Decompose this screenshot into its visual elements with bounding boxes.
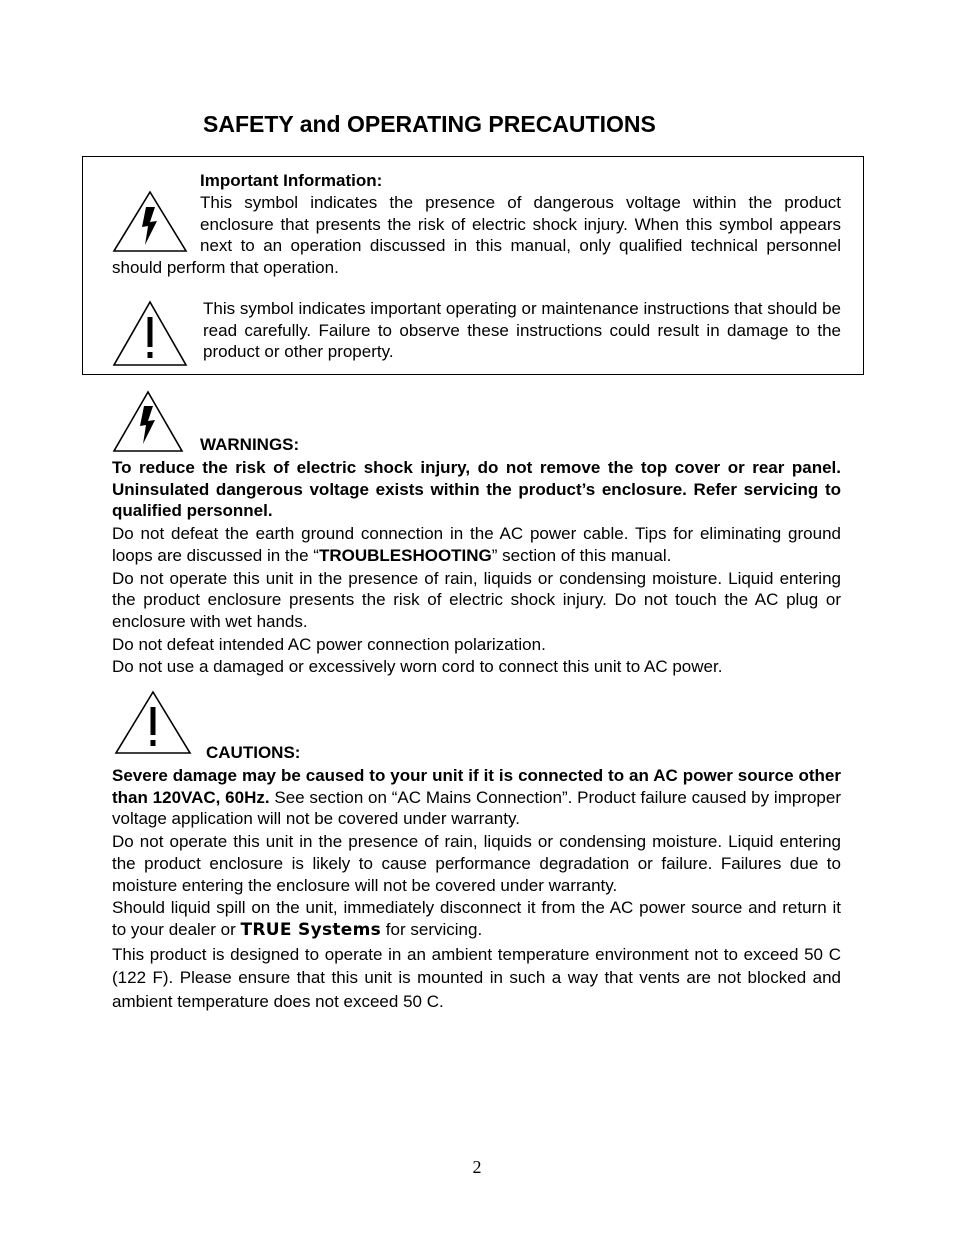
caution-exclamation-icon bbox=[112, 300, 188, 368]
cautions-spill-text-end: for servicing. bbox=[381, 919, 483, 939]
warnings-cord-paragraph: Do not use a damaged or excessively worn cord to connect this unit to AC power. bbox=[112, 657, 723, 677]
warnings-polarization-paragraph: Do not defeat intended AC power connection polarization. bbox=[112, 634, 546, 654]
cautions-moisture-paragraph: Do not operate this unit in the presence of rain, liquids or condensing moisture. Liquid entering the product enclosure is likely to cause performance degradation or failure. Failures due to moisture entering the enclosure will not be covered under warranty. bbox=[112, 832, 841, 895]
warnings-shock-icon bbox=[112, 390, 184, 454]
cautions-exclamation-icon bbox=[114, 690, 192, 756]
troubleshooting-reference: TROUBLESHOOTING bbox=[318, 545, 492, 565]
info-shock-text-block bbox=[200, 170, 841, 192]
page-title: SAFETY and OPERATING PRECAUTIONS bbox=[203, 111, 656, 137]
page-number: 2 bbox=[472, 1157, 482, 1177]
warnings-bold-paragraph: To reduce the risk of electric shock injury, do not remove the top cover or rear panel. Uninsulated dangerous voltage exists within the product’s enclosure. Refer servicing to qualified personnel. bbox=[112, 458, 841, 521]
warnings-ground-paragraph bbox=[112, 523, 841, 566]
warnings-ground-text-end: ” section of this manual. bbox=[491, 545, 672, 565]
warnings-ground-text: Do not defeat the earth ground connection in the AC power cable. Tips for eliminating ground loops are discussed in the “ bbox=[112, 524, 841, 565]
cautions-voltage-text: See section on “AC Mains Connection”. Product failure caused by improper voltage application will not be covered under warranty. bbox=[112, 787, 841, 829]
info-caution-paragraph: This symbol indicates important operating or maintenance instructions that should be read carefully. Failure to observe these instructions could result in damage to the product or other property. bbox=[203, 299, 841, 362]
warnings-moisture-paragraph: Do not operate this unit in the presence of rain, liquids or condensing moisture. Liquid entering the product enclosure presents the risk of electric shock injury. Do not touch the AC plug or enclosure with wet hands. bbox=[112, 568, 841, 631]
cautions-section bbox=[112, 765, 841, 1013]
cautions-voltage-paragraph bbox=[112, 765, 841, 830]
info-caution-block bbox=[203, 298, 841, 363]
important-information-heading: Important Information: bbox=[200, 171, 383, 190]
cautions-heading: CAUTIONS: bbox=[206, 743, 301, 762]
warnings-section bbox=[112, 457, 841, 678]
cautions-spill-text: Should liquid spill on the unit, immediately disconnect it from the AC power source and return it to your dealer or bbox=[112, 898, 841, 939]
info-shock-paragraph: This symbol indicates the presence of dangerous voltage within the product enclosure that presents the risk of electric shock injury. When this symbol appears next to an operation discussed in this manual, only qualified technical personnel should perform that operation. bbox=[112, 193, 841, 278]
cautions-spill-paragraph bbox=[112, 897, 841, 941]
cautions-voltage-bold: Severe damage may be caused to your unit if it is connected to an AC power source other than 120VAC, 60Hz. bbox=[112, 766, 841, 807]
warnings-heading: WARNINGS: bbox=[200, 435, 300, 454]
true-systems-brand: TRUE Systems bbox=[240, 919, 382, 940]
info-shock-paragraph-wrap bbox=[112, 192, 841, 279]
cautions-temperature-paragraph: This product is designed to operate in an ambient temperature environment not to exceed 50 C (122 F). Please ensure that this unit is mounted in such a way that vents are not blocked and ambient temperature does not exceed 50 C. bbox=[112, 944, 841, 1011]
